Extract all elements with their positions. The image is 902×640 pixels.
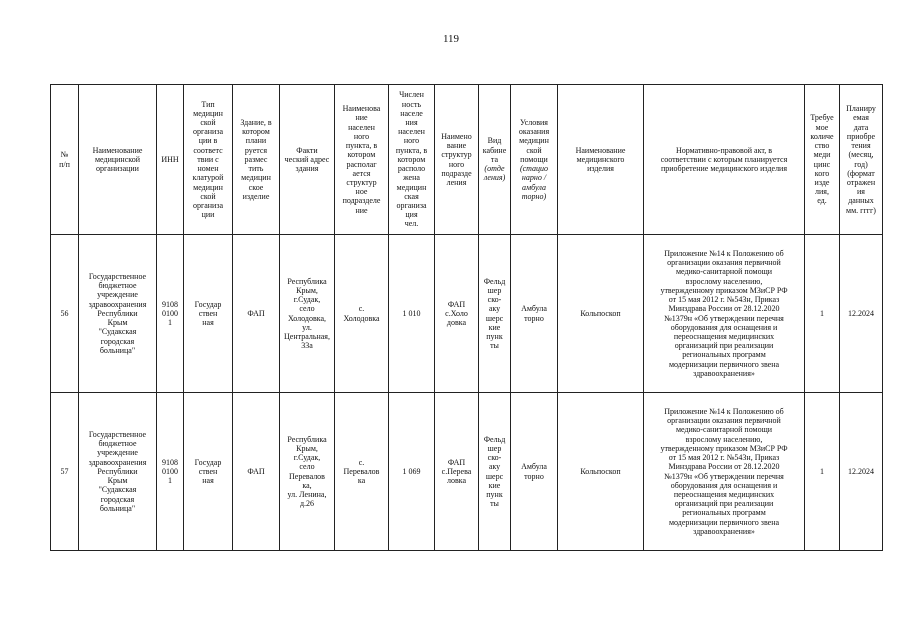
cell-date: 12.2024 xyxy=(840,235,883,393)
cell-org: Государственное бюджетное учреждение здравоохранения Республики Крым "Судакская городская больница" xyxy=(79,393,157,551)
cell-conditions: Амбула торно xyxy=(511,235,558,393)
cell-device: Кольпоскоп xyxy=(558,235,644,393)
cell-cabinet: Фельд шер ско- аку шерс кие пунк ты xyxy=(479,393,511,551)
cell-address: Республика Крым, г.Судак, село Холодовка, ул. Центральная, 33а xyxy=(280,235,335,393)
cell-inn: 9108 0100 1 xyxy=(157,235,184,393)
header-cabinet xyxy=(479,85,511,235)
header-conditions-italic: (стацио нарно / амбула торно) xyxy=(519,164,549,201)
header-inn: ИНН xyxy=(157,85,184,235)
medical-equipment-table xyxy=(50,84,883,551)
header-device: Наименование медицинского изделия xyxy=(558,85,644,235)
header-conditions xyxy=(511,85,558,235)
header-address: Факти ческий адрес здания xyxy=(280,85,335,235)
cell-population: 1 010 xyxy=(389,235,435,393)
table-row xyxy=(51,235,883,393)
header-act: Нормативно-правовой акт, в соответствии с которым планируется приобретение медицинского изделия xyxy=(644,85,805,235)
header-settlement: Наименова ние населен ного пункта, в котором располаг ается структур ное подразделе ние xyxy=(335,85,389,235)
header-cabinet-italic: (отде ления) xyxy=(483,164,506,183)
cell-inn: 9108 0100 1 xyxy=(157,393,184,551)
cell-device: Кольпоскоп xyxy=(558,393,644,551)
header-org: Наименование медицинской организации xyxy=(79,85,157,235)
cell-act: Приложение №14 к Положению об организации оказания первичной медико-санитарной помощи взрослому населению, утвержденному приказом МЗиСР РФ от 15 мая 2012 г. №543н, Приказ Минздрава России от 28.12.2020 №1379н «Об утверждении перечня оборудования для оснащения и переоснащения медицинских организаций при реализации региональных программ модернизации первичного звена здравоохранения» xyxy=(644,393,805,551)
cell-building: ФАП xyxy=(233,235,280,393)
cell-type: Государ ствен ная xyxy=(184,235,233,393)
cell-num: 56 xyxy=(51,235,79,393)
header-population: Числен ность населе ния населен ного пункта, в котором располо жена медицин ская организа ция чел. xyxy=(389,85,435,235)
header-conditions-main: Условия оказания медицин ской помощи xyxy=(518,118,550,164)
cell-org: Государственное бюджетное учреждение здравоохранения Республики Крым "Судакская городская больница" xyxy=(79,235,157,393)
header-unit: Наимено вание структур ного подразде ления xyxy=(435,85,479,235)
cell-settlement: с. Холодовка xyxy=(335,235,389,393)
header-building: Здание, в котором плани руется размес тить медицин ское изделие xyxy=(233,85,280,235)
cell-date: 12.2024 xyxy=(840,393,883,551)
table-row xyxy=(51,393,883,551)
cell-unit: ФАП с.Перева ловка xyxy=(435,393,479,551)
cell-conditions: Амбула торно xyxy=(511,393,558,551)
cell-act: Приложение №14 к Положению об организации оказания первичной медико-санитарной помощи взрослому населению, утвержденному приказом МЗиСР РФ от 15 мая 2012 г. №543н, Приказ Минздрава России от 28.12.2020 №1379н «Об утверждении перечня оборудования для оснащения и переоснащения медицинских организаций при реализации региональных программ модернизации первичного звена здравоохранения» xyxy=(644,235,805,393)
cell-num: 57 xyxy=(51,393,79,551)
cell-population: 1 069 xyxy=(389,393,435,551)
cell-unit: ФАП с.Холо довка xyxy=(435,235,479,393)
cell-qty: 1 xyxy=(805,393,840,551)
header-type: Тип медицин ской организа ции в соответс твии с номен клатурой медицин ской организа ции xyxy=(184,85,233,235)
table-header-row xyxy=(51,85,883,235)
header-cabinet-main: Вид кабине та xyxy=(482,136,507,164)
header-date: Планиру емая дата приобре тения (месяц, год) (формат отражен ия данных мм. гггг) xyxy=(840,85,883,235)
page-number: 119 xyxy=(442,33,460,45)
cell-qty: 1 xyxy=(805,235,840,393)
cell-building: ФАП xyxy=(233,393,280,551)
cell-type: Государ ствен ная xyxy=(184,393,233,551)
header-qty: Требуе мое количе ство меди цинс кого изде лия, ед. xyxy=(805,85,840,235)
cell-settlement: с. Перевалов ка xyxy=(335,393,389,551)
cell-address: Республика Крым, г.Судак, село Перевалов ка, ул. Ленина, д.26 xyxy=(280,393,335,551)
cell-cabinet: Фельд шер ско- аку шерс кие пунк ты xyxy=(479,235,511,393)
header-num: № п/п xyxy=(51,85,79,235)
